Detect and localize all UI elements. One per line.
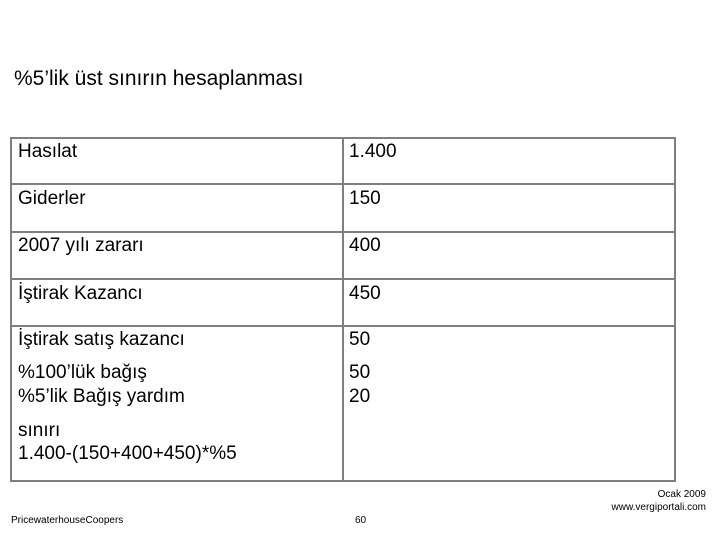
- row-value: 450: [349, 283, 381, 304]
- column-divider: [342, 137, 344, 482]
- footer-info: [612, 488, 706, 514]
- row-label: 2007 yılı zararı: [18, 235, 144, 256]
- row-label: %5’lik Bağış yardım: [18, 386, 185, 407]
- slide-title: %5’lik üst sınırın hesaplanması: [14, 67, 304, 90]
- row-value: 1.400: [349, 141, 397, 162]
- row-value: 400: [349, 235, 381, 256]
- row-label: İştirak satış kazancı: [18, 329, 185, 350]
- footer-date: Ocak 2009: [657, 489, 706, 500]
- row-label: sınırı: [18, 420, 61, 441]
- page-number: 60: [355, 515, 367, 526]
- row-value: 150: [349, 188, 381, 209]
- row-label: Hasılat: [18, 141, 78, 162]
- row-value: 20: [349, 386, 371, 407]
- row-label: %100’lük bağış: [18, 362, 147, 383]
- row-label: 1.400-(150+400+450)*%5: [18, 443, 237, 464]
- footer-company: PricewaterhouseCoopers: [11, 515, 124, 526]
- row-label: Giderler: [18, 188, 86, 209]
- row-value: 50: [349, 329, 371, 350]
- footer-site: www.vergiportali.com: [611, 502, 706, 513]
- row-value: 50: [349, 362, 371, 383]
- row-label: İştirak Kazancı: [18, 283, 143, 304]
